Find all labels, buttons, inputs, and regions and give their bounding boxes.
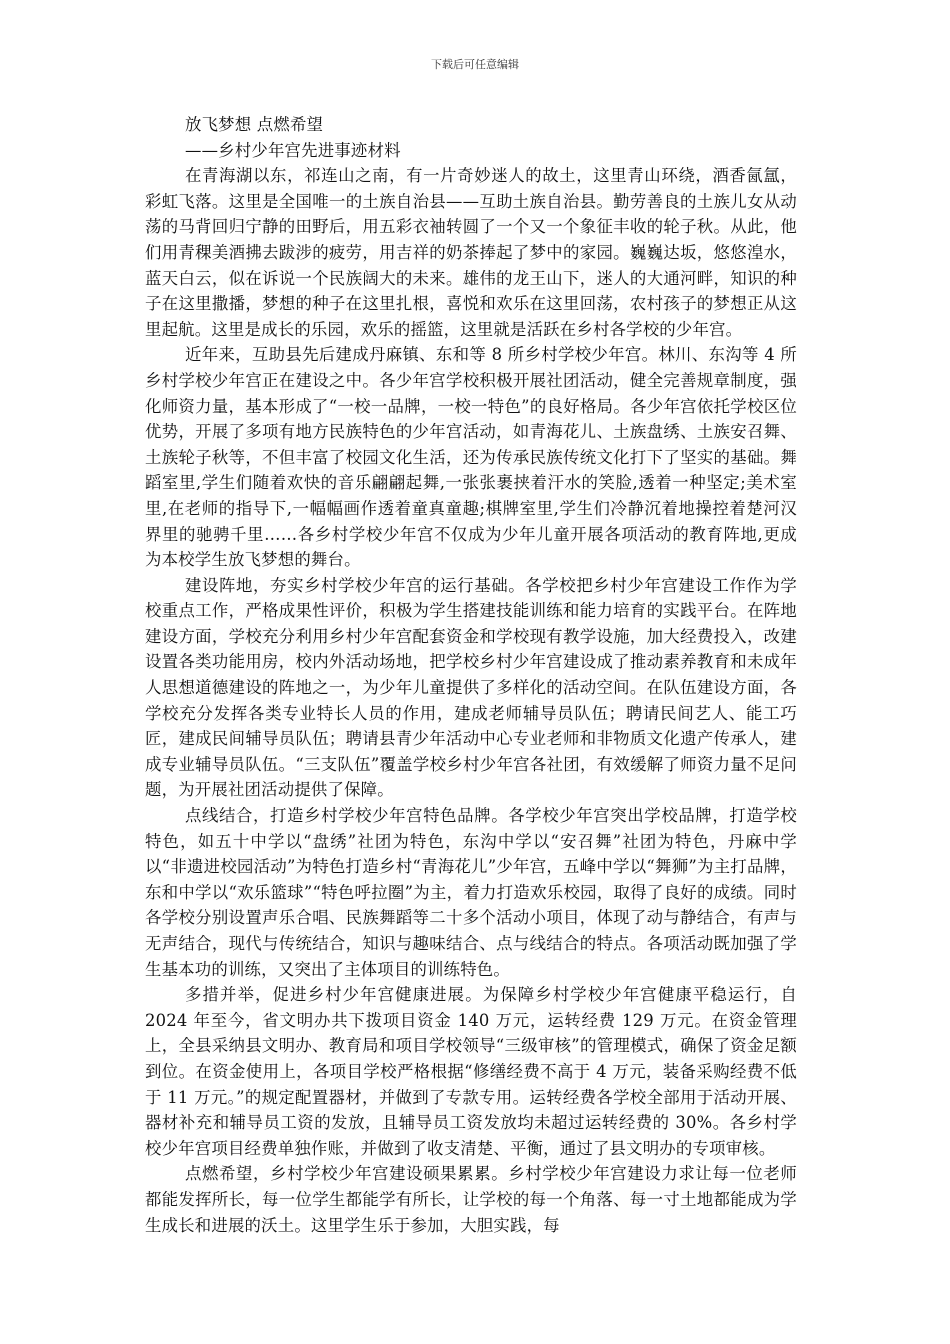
paragraph-funding: 多措并举，促进乡村少年宫健康进展。为保障乡村学校少年宫健康平稳运行，自 2024 年至今，省文明办共下拨项目资金 140 万元，运转经费 129 万元。在资金管理上，全县采纳县文明办、教育局和项目学校领导“三级审核”的管理模式，确保了资金足额到位。在资金使用上，各项目学校严格根据“修缮经费不高于 4 万元，装备采购经费不低于 11 万元。”的规定配置器材，并做到了专款专用。运转经费各学校全部用于活动开展、器材补充和辅导员工资的发放，且辅导员工资发放均未超过运转经费的 30%。各乡村学校少年宫项目经费单独作账，并做到了收支清楚、平衡，通过了县文明办的专项审核。 xyxy=(145,985,797,1158)
header-note: 下载后可任意编辑 xyxy=(431,58,519,71)
article-subtitle: ——乡村少年宫先进事迹材料 xyxy=(185,140,401,160)
paragraph-infrastructure: 建设阵地，夯实乡村学校少年宫的运行基础。各学校把乡村少年宫建设工作作为学校重点工作，严格成果性评价，积极为学生搭建技能训练和能力培育的实践平台。在阵地建设方面，学校充分利用乡村少年宫配套资金和学校现有教学设施，加大经费投入，改建设置各类功能用房，校内外活动场地，把学校乡村少年宫建设成了推动素养教育和未成年人思想道德建设的阵地之一，为少年儿童提供了多样化的活动空间。在队伍建设方面，各学校充分发挥各类专业特长人员的作用，建成老师辅导员队伍；聘请民间艺人、能工巧匠，建成民间辅导员队伍；聘请县青少年活动中心专业老师和非物质文化遗产传承人，建成专业辅导员队伍。“三支队伍”覆盖学校乡村少年宫各社团，有效缓解了师资力量不足问题，为开展社团活动提供了保障。 xyxy=(145,575,797,800)
article-body xyxy=(145,112,797,1238)
paragraph-achievements: 点燃希望，乡村学校少年宫建设硕果累累。乡村学校少年宫建设力求让每一位老师都能发挥所长，每一位学生都能学有所长，让学校的每一个角落、每一寸土地都能成为学生成长和进展的沃土。这里学生乐于参加，大胆实践，每 xyxy=(145,1164,797,1235)
paragraph-intro: 在青海湖以东，祁连山之南，有一片奇妙迷人的故土，这里青山环绕，酒香氤氲，彩虹飞落。这里是全国唯一的土族自治县——互助土族自治县。勤劳善良的土族儿女从动荡的马背回归宁静的田野后，用五彩衣袖转圆了一个又一个象征丰收的轮子秋。从此，他们用青稞美酒拂去跋涉的疲劳，用吉祥的奶茶捧起了梦中的家园。巍巍达坂，悠悠湟水，蓝天白云，似在诉说一个民族阔大的未来。雄伟的龙王山下，迷人的大通河畔，知识的种子在这里撒播，梦想的种子在这里扎根，喜悦和欢乐在这里回荡，农村孩子的梦想正从这里起航。这里是成长的乐园，欢乐的摇篮，这里就是活跃在乡村各学校的少年宫。 xyxy=(145,166,797,339)
article-title: 放飞梦想 点燃希望 xyxy=(185,115,324,134)
paragraph-brand: 点线结合，打造乡村学校少年宫特色品牌。各学校少年宫突出学校品牌，打造学校特色，如五十中学以“盘绣”社团为特色，东沟中学以“安召舞”社团为特色，丹麻中学以“非遗进校园活动”为特色打造乡村“青海花儿”少年宫，五峰中学以“舞狮”为主打品牌，东和中学以“欢乐篮球”“特色呼拉圈”为主，着力打造欢乐校园，取得了良好的成绩。同时各学校分别设置声乐合唱、民族舞蹈等二十多个活动小项目，体现了动与静结合，有声与无声结合，现代与传统结合，知识与趣味结合、点与线结合的特点。各项活动既加强了学生基本功的训练，又突出了主体项目的训练特色。 xyxy=(145,806,797,979)
paragraph-overview: 近年来，互助县先后建成丹麻镇、东和等 8 所乡村学校少年宫。林川、东沟等 4 所乡村学校少年宫正在建设之中。各少年宫学校积极开展社团活动，健全完善规章制度，强化师资力量，基本形成了“一校一品牌，一校一特色”的良好格局。各少年宫依托学校区位优势，开展了多项有地方民族特色的少年宫活动，如青海花儿、土族盘绣、土族安召舞、土族轮子秋等，不但丰富了校园文化生活，还为传承民族传统文化打下了坚实的基础。舞蹈室里,学生们随着欢快的音乐翩翩起舞,一张张裹挟着汗水的笑脸,透着一种坚定;美术室里,在老师的指导下,一幅幅画作透着童真童趣;棋牌室里,学生们冷静沉着地操控着楚河汉界里的驰骋千里……各乡村学校少年宫不仅成为少年儿童开展各项活动的教育阵地,更成为本校学生放飞梦想的舞台。 xyxy=(145,345,797,570)
